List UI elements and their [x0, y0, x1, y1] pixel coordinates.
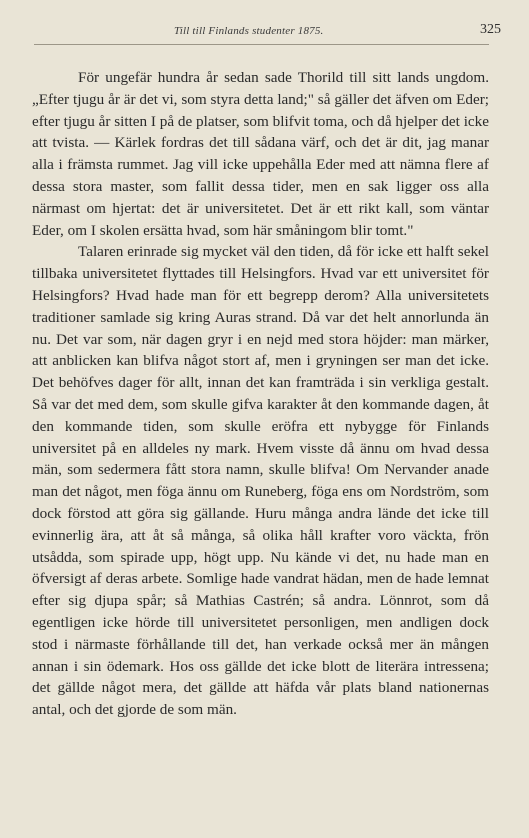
- running-title: Till till Finlands studenter 1875.: [174, 25, 324, 37]
- paragraph-1: För ungefär hundra år sedan sade Thorild till sitt lands ungdom. „Efter tjugu år är det vi, som styra detta land;" så gäller det äfven om Eder; efter tjugu år sitten I på de platser, som blifvit toma, och då hjelper det icke att tvista. — Kärlek fordras det till sådana värf, och det är dit, jag manar alla i främsta rummet. Jag vill icke uppehålla Eder med att nämna flere af dessa stora master, som fallit dessa tider, men en sak ligger oss alla närmast om hjertat: det är universitetet. Det är ett rikt kall, som väntar Eder, om I skolen ersätta hvad, som här småningom blir tomt.": [32, 69, 489, 239]
- running-head: [34, 22, 501, 45]
- paragraph-2: Talaren erinrade sig mycket väl den tiden, då för icke ett halft sekel tillbaka universitetet flyttades till Helsingfors. Hvad var ett universitet för Helsingfors? Hvad hade man för ett begrepp derom? Alla universitetets traditioner samlade sig kring Auras strand. Då var det helt annorlunda än nu. Det var som, när dagen gryr i en nejd med stora höjder: man märker, att anblicken kan blifva något stort af, men i gryningen ser man det icke. Det behöfves dager för allt, innan det kan framträda i sin verkliga gestalt. Så var det med dem, som skulle gifva karakter åt den kommande dagen, åt den kommande tiden, som skulle eröfra ett nybygge för Finlands universitet på en alldeles ny mark. Hvem visste då ännu om hvad dessa män, som sedermera fått stora namn, skulle blifva! Om Nervander anade man det något, men föga ännu om Runeberg, föga ens om Nordström, som dock förstod att göra sig gällande. Huru många andra lände det icke till evinnerlig ära, att åt så många, så olika håll krafter voro väckta, frön utsådda, som spirade upp, högt upp. Nu kände vi det, nu hade man en öfversigt af deras arbete. Somlige hade vandrat hädan, men de hade lemnat efter sig djupa spår; så Mathias Castrén; så andra. Lönnrot, som då egentligen icke hörde till universitetet personligen, men andligen dock stod i närmaste förhållande till det, han verkade också mer än mången annan i sin ödemark. Hos oss gällde det icke blott de literära intressena; det gällde något mera, det gällde att häfda vår plats bland nationernas antal, och det gjorde de som män.: [32, 243, 489, 719]
- body-text: [32, 67, 489, 721]
- page-number: 325: [480, 22, 501, 37]
